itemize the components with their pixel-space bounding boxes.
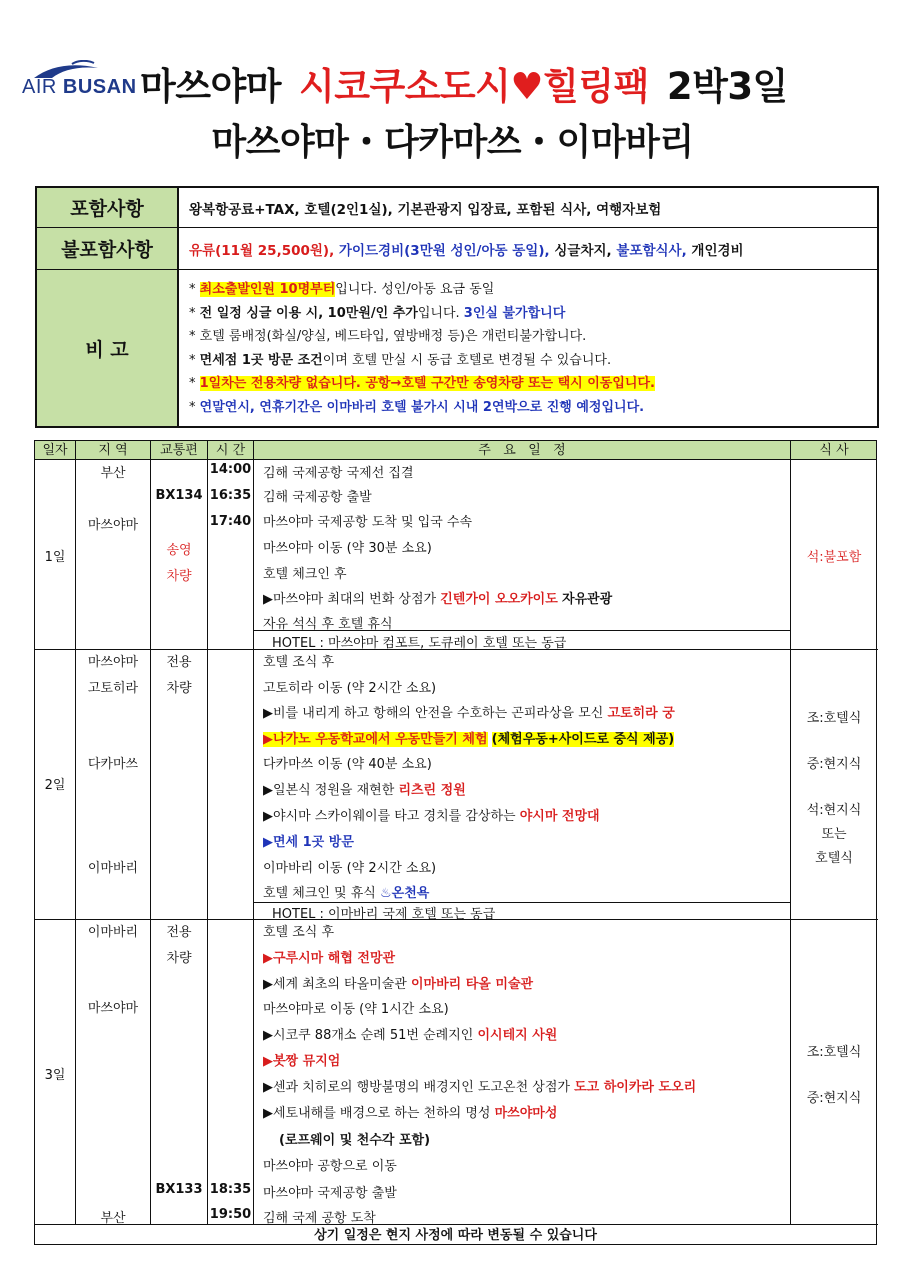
note-item: * 전 일정 싱글 이용 시, 10만원/인 추가입니다. 3인실 불가합니다 (189, 305, 566, 321)
day2-transport: 전용 (166, 655, 192, 670)
schedule-item: ▶세계 최초의 타올미술관 이마바리 타올 미술관 (263, 977, 534, 992)
day3-label: 3일 (44, 1068, 66, 1083)
day1-meal: 석:불포함 (806, 550, 862, 565)
day2-meal: 중:현지식 (806, 757, 862, 772)
onsen-icon: ♨온천욕 (380, 886, 430, 901)
logo-busan: BUSAN (62, 76, 137, 98)
excluded-label: 불포함사항 (37, 228, 179, 269)
schedule-item: 호텔 조식 후 (263, 925, 335, 940)
title-shikoku: 시코쿠소도시 (298, 65, 511, 108)
day1-transport: 송영 (166, 543, 192, 558)
note-item: * 최소출발인원 10명부터입니다. 성인/아동 요금 동일 (189, 282, 495, 297)
schedule-item: ▶시코쿠 88개소 순례 51번 순례지인 이시테지 사원 (263, 1028, 558, 1043)
schedule-item: 고토히라 이동 (약 2시간 소요) (263, 681, 437, 696)
day3-meal: 중:현지식 (806, 1091, 862, 1106)
day3-flight: BX133 (155, 1182, 203, 1197)
schedule-item: 마쓰야마 국제공항 출발 (263, 1186, 397, 1201)
day3-region-imabari: 이마바리 (87, 925, 139, 940)
note-item: * 연말연시, 연휴기간은 이마바리 호텔 불가시 시내 2연박으로 진행 예정입니다. (189, 399, 645, 415)
excluded-row (37, 228, 877, 270)
schedule-item: 호텔 조식 후 (263, 655, 335, 670)
schedule-item: 김해 국제공항 국제선 집결 (263, 466, 414, 481)
day2-region-matsuyama: 마쓰야마 (87, 655, 139, 670)
day2-meal: 또는 (821, 827, 847, 842)
day1-time: 17:40 (209, 514, 252, 529)
schedule-item: ▶나가노 우동학교에서 우동만들기 체험 (체험우동+사이드로 중식 제공) (263, 732, 675, 747)
logo-air: AIR (22, 76, 57, 98)
heart-icon: ♥ (510, 65, 544, 108)
day3-time: 18:35 (209, 1182, 252, 1197)
schedule-item: ▶봇짱 뮤지엄 (263, 1054, 341, 1069)
day3-region-busan: 부산 (100, 1211, 126, 1226)
header-region: 지 역 (98, 443, 128, 458)
schedule-item: 이마바리 이동 (약 2시간 소요) (263, 861, 437, 876)
day2-region-takamatsu: 다카마쓰 (87, 757, 139, 772)
day2-transport: 차량 (166, 681, 192, 696)
air-busan-logo (22, 60, 137, 102)
header-meal: 식 사 (819, 443, 849, 458)
schedule-item: 마쓰야마 공항으로 이동 (263, 1159, 397, 1174)
day3-transport: 전용 (166, 925, 192, 940)
title-matsuyama: 마쓰야마 (140, 65, 281, 108)
day1-transport: 차량 (166, 569, 192, 584)
schedule-item: ▶구루시마 해협 전망관 (263, 951, 396, 966)
schedule-item: ▶마쓰야마 최대의 번화 상점가 긴텐가이 오오카이도 자유관광 (263, 592, 613, 607)
excluded-single: 싱글차지, (554, 242, 612, 259)
schedule-item: 마쓰야마 이동 (약 30분 소요) (263, 541, 432, 556)
day1-hotel: HOTEL : 마쓰야마 컴포트, 도큐레이 호텔 또는 동급 (272, 636, 567, 651)
header-day: 일자 (42, 443, 68, 458)
excluded-personal: 개인경비 (691, 242, 744, 259)
excluded-guide: 가이드경비(3만원 성인/아동 동일), (338, 242, 550, 259)
schedule-item: ▶야시마 스카이웨이를 타고 경치를 감상하는 야시마 전망대 (263, 809, 600, 824)
footer-note: 상기 일정은 현지 사정에 따라 변동될 수 있습니다 (314, 1228, 597, 1243)
notes-label: 비 고 (37, 270, 179, 426)
header-schedule: 주 요 일 정 (478, 443, 566, 458)
included-text: 왕복항공료+TAX, 호텔(2인1실), 기본관광지 입장료, 포함된 식사, 여행자보험 (189, 201, 662, 218)
day1-label: 1일 (44, 550, 66, 565)
schedule-item: 김해 국제 공항 도착 (263, 1211, 376, 1226)
day2-region-kotohira: 고토히라 (87, 681, 139, 696)
schedule-item: 호텔 체크인 및 휴식 ♨온천욕 (263, 886, 430, 901)
excluded-fuel: 유류(11월 25,500원), (189, 242, 335, 259)
page-subtitle: 마쓰야마・다카마쓰・이마바리 (211, 122, 694, 163)
schedule-item: 마쓰야마 국제공항 도착 및 입국 수속 (263, 515, 473, 530)
itinerary-header (35, 441, 876, 460)
info-table (35, 186, 879, 428)
note-item: * 1일차는 전용차량 없습니다. 공항→호텔 구간만 송영차량 또는 택시 이동입니다. (189, 376, 655, 391)
day2-label: 2일 (44, 778, 66, 793)
title-healing: 힐링팩 (543, 65, 649, 108)
schedule-item: ▶일본식 정원을 재현한 리츠린 정원 (263, 783, 466, 798)
day2-region-imabari: 이마바리 (87, 861, 139, 876)
excluded-meals: 불포함식사, (616, 242, 687, 259)
day3-time: 19:50 (209, 1207, 252, 1222)
included-label: 포함사항 (37, 188, 179, 227)
title-duration: 2박3일 (666, 65, 788, 108)
day3-meal: 조:호텔식 (806, 1045, 862, 1060)
note-item: * 호텔 룸배정(화실/양실, 베드타입, 옆방배정 등)은 개런티불가합니다. (189, 329, 587, 344)
page-title (140, 56, 788, 110)
day2-meal: 조:호텔식 (806, 711, 862, 726)
schedule-item: ▶세토내해를 배경으로 하는 천하의 명성 마쓰야마성 (263, 1106, 558, 1121)
schedule-item: ▶센과 치히로의 행방불명의 배경지인 도고온천 상점가 도고 하이카라 도오리 (263, 1080, 697, 1095)
day3-region-matsuyama: 마쓰야마 (87, 1001, 139, 1016)
header-time: 시 간 (215, 443, 246, 458)
included-row (37, 188, 877, 228)
notes-list (189, 278, 655, 434)
note-item: * 면세점 1곳 방문 조건이며 호텔 만실 시 동급 호텔로 변경될 수 있습니다. (189, 352, 612, 368)
schedule-item: 김해 국제공항 출발 (263, 490, 372, 505)
day1-flight: BX134 (155, 488, 203, 503)
schedule-item: 다카마쓰 이동 (약 40분 소요) (263, 757, 432, 772)
day1-region-matsuyama: 마쓰야마 (87, 518, 139, 533)
day1-time: 16:35 (209, 488, 252, 503)
day2-meal: 석:현지식 (806, 803, 862, 818)
schedule-item: ▶비를 내리게 하고 항해의 안전을 수호하는 곤피라상을 모신 고토히라 궁 (263, 706, 675, 721)
itinerary-table (34, 440, 877, 1245)
schedule-item: ▶면세 1곳 방문 (263, 835, 354, 850)
schedule-item: 자유 석식 후 호텔 휴식 (263, 617, 393, 632)
schedule-item: (로프웨이 및 천수각 포함) (279, 1133, 431, 1148)
excluded-text (189, 228, 744, 269)
day2-hotel: HOTEL : 이마바리 국제 호텔 또는 동급 (272, 907, 496, 922)
day2-meal: 호텔식 (815, 851, 853, 866)
day3-transport: 차량 (166, 951, 192, 966)
header-transport: 교통편 (160, 443, 198, 458)
schedule-item: 마쓰야마로 이동 (약 1시간 소요) (263, 1002, 449, 1017)
day1-time: 14:00 (209, 462, 252, 477)
notes-row (37, 270, 877, 426)
schedule-item: 호텔 체크인 후 (263, 567, 347, 582)
day1-region-busan: 부산 (100, 466, 126, 481)
